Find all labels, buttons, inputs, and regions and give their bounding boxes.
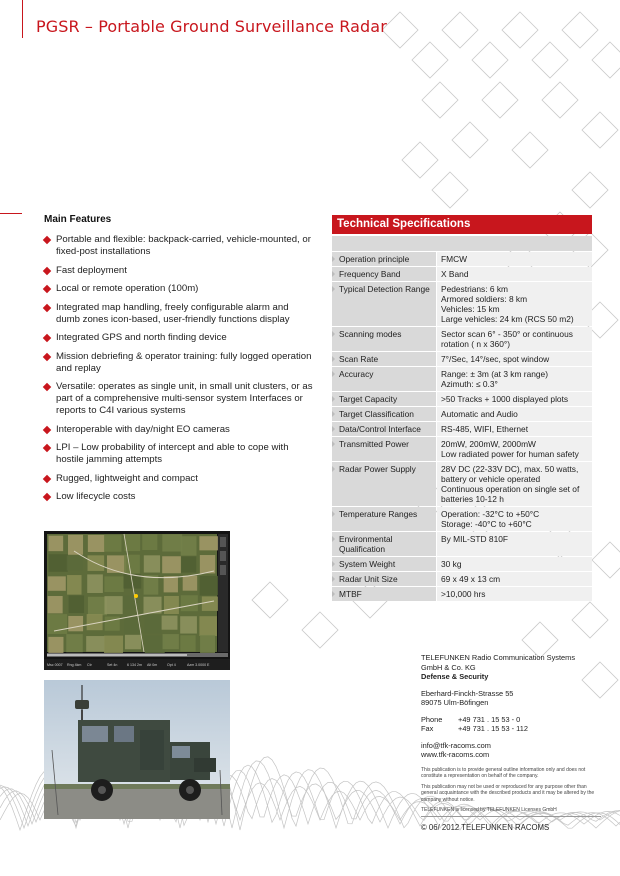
spec-label: Scanning modes [332, 327, 436, 351]
bullet-diamond-icon [43, 352, 51, 360]
page-title: PGSR – Portable Ground Surveillance Radar [36, 17, 387, 36]
bullet-diamond-icon [43, 266, 51, 274]
disclaimer-text-1: This publication is to provide general outline information only and does not constitute a representation on behalf of the company. [421, 766, 586, 779]
feature-text: Rugged, lightweight and compact [56, 472, 198, 484]
copyright-notice: © 06/ 2012 TELEFUNKEN RACOMS [421, 822, 550, 832]
spec-row [332, 367, 592, 391]
spec-value: Pedestrians: 6 km Armored soldiers: 8 km Vehicles: 15 km Large vehicles: 24 km (RCS 50 m2) [437, 282, 592, 326]
spec-row [332, 437, 592, 461]
feature-item [44, 265, 314, 277]
spec-value: FMCW [437, 252, 592, 266]
spec-value: 69 x 49 x 13 cm [437, 572, 592, 586]
fax-label: Fax [421, 724, 434, 733]
division-name: Defense & Security [421, 672, 489, 681]
feature-item [44, 473, 314, 485]
spec-value: By MIL-STD 810F [437, 532, 592, 556]
bullet-diamond-icon [43, 493, 51, 501]
map-status-text: Alt 0m [147, 663, 158, 667]
bullet-diamond-icon [43, 303, 51, 311]
feature-text: LPI – Low probability of intercept and able to cope with hostile jamming attempts [56, 442, 289, 465]
bullet-diamond-icon [43, 285, 51, 293]
feature-item [44, 491, 314, 503]
spec-value: Operation: -32°C to +50°C Storage: -40°C to +60°C [437, 507, 592, 531]
street-address: Eberhard-Finckh-Strasse 55 [421, 688, 514, 698]
feature-item [44, 302, 314, 326]
contact-block [421, 653, 601, 832]
feature-text: Portable and flexible: backpack-carried, vehicle-mounted, or fixed-post installations [56, 234, 311, 257]
spec-row [332, 267, 592, 281]
map-status-text: Azm 3.0000 [187, 663, 207, 667]
radar-vehicle-photo [44, 680, 230, 819]
feature-list [44, 234, 314, 503]
map-display-image [44, 531, 230, 670]
spec-label: Operation principle [332, 252, 436, 266]
feature-item [44, 424, 314, 436]
spec-row [332, 252, 592, 266]
spec-label: Environmental Qualification [332, 532, 436, 556]
spec-label: Temperature Ranges [332, 507, 436, 531]
spec-value: 28V DC (22-33V DC), max. 50 watts, battery or vehicle operated Continuous operation on single set of batteries 10-12 h [437, 462, 592, 506]
bullet-diamond-icon [43, 334, 51, 342]
spec-row [332, 557, 592, 571]
map-status-text: Set 4n [107, 663, 118, 667]
company-name: TELEFUNKEN Radio Communication Systems [421, 653, 576, 662]
spec-label: Scan Rate [332, 352, 436, 366]
map-status-text: Rng 4km [67, 663, 82, 667]
bullet-diamond-icon [43, 474, 51, 482]
main-features-heading: Main Features [44, 214, 112, 225]
feature-item [44, 234, 314, 258]
email-link[interactable]: info@tfk-racoms.com [421, 740, 491, 750]
feature-text: Mission debriefing & operator training: fully logged operation and replay [56, 350, 312, 374]
spec-label: Frequency Band [332, 267, 436, 281]
accent-vertical-line [22, 0, 23, 38]
spec-row [332, 407, 592, 421]
spec-label: Target Classification [332, 407, 436, 421]
feature-item [44, 381, 314, 417]
spec-label: Typical Detection Range [332, 282, 436, 326]
feature-text: Integrated map handling, freely configurable alarm and dumb zones icon-based, user-friendly functions display [56, 301, 290, 325]
feature-text: Versatile: operates as single unit, in small unit clusters, or as part of a comprehensive multi-sensor system Interfaces or reports to C4I various systems [56, 381, 313, 416]
spec-row [332, 282, 592, 326]
feature-item [44, 351, 314, 375]
spec-label: Data/Control Interface [332, 422, 436, 436]
feature-text: Integrated GPS and north finding device [56, 332, 227, 343]
feature-item [44, 442, 314, 466]
technical-specifications-table [332, 215, 592, 601]
spec-row [332, 462, 592, 506]
spec-value: 7°/Sec, 14°/sec, spot window [437, 352, 592, 366]
tech-specs-heading: Technical Specifications [332, 215, 592, 234]
feature-text: Interoperable with day/night EO cameras [56, 423, 230, 435]
spec-label: Radar Power Supply [332, 462, 436, 506]
table-spacer-row [332, 236, 592, 251]
bullet-diamond-icon [43, 236, 51, 244]
spec-row [332, 532, 592, 556]
feature-text: Local or remote operation (100m) [56, 283, 199, 294]
disclaimer-text-2: This publication may not be used or reproduced for any purpose other than general acquaintance with the described products and it may be altered by the company without notice. [421, 783, 595, 803]
spec-value: Sector scan 6° - 350° or continuous rotation ( n x 360°) [437, 327, 592, 351]
spec-value: >10,000 hrs [437, 587, 592, 601]
feature-text: Low lifecycle costs [56, 491, 136, 502]
company-name-line2: GmbH & Co. KG [421, 662, 476, 672]
bullet-diamond-icon [43, 383, 51, 391]
map-status-text: 6 134 2m [127, 663, 142, 667]
spec-value: RS-485, WIFI, Ethernet [437, 422, 592, 436]
phone-number: +49 731 . 15 53 - 0 [458, 714, 521, 724]
spec-label: System Weight [332, 557, 436, 571]
spec-row [332, 572, 592, 586]
feature-item [44, 283, 314, 295]
spec-label: Transmitted Power [332, 437, 436, 461]
website-link[interactable]: www.tfk-racoms.com [421, 750, 490, 759]
spec-value: >50 Tracks + 1000 displayed plots [437, 392, 592, 406]
spec-row [332, 587, 592, 601]
spec-label: Accuracy [332, 367, 436, 391]
main-features-section [44, 214, 314, 510]
spec-value: Range: ± 3m (at 3 km range) Azimuth: ≤ 0.3° [437, 367, 592, 391]
spec-row [332, 392, 592, 406]
spec-row [332, 422, 592, 436]
spec-row [332, 352, 592, 366]
city-address: 89075 Ulm-Böfingen [421, 698, 489, 707]
spec-label: Radar Unit Size [332, 572, 436, 586]
feature-text: Fast deployment [56, 264, 127, 276]
accent-horizontal-line [0, 213, 22, 214]
spec-label: MTBF [332, 587, 436, 601]
license-note: TELEFUNKEN is licensed by TELEFUNKEN Licenses GmbH [421, 807, 601, 817]
map-status-text: E [207, 663, 210, 667]
spec-value: X Band [437, 267, 592, 281]
spec-row [332, 507, 592, 531]
map-status-text: Opt 4 [167, 663, 176, 667]
map-status-text: Ctr [87, 663, 92, 667]
spec-value: Automatic and Audio [437, 407, 592, 421]
fax-number: +49 731 . 15 53 - 112 [458, 724, 528, 733]
spec-label: Target Capacity [332, 392, 436, 406]
map-status-text: Msc 0007 [47, 663, 63, 667]
bullet-diamond-icon [43, 444, 51, 452]
spec-row [332, 327, 592, 351]
spec-value: 20mW, 200mW, 2000mW Low radiated power for human safety [437, 437, 592, 461]
spec-value: 30 kg [437, 557, 592, 571]
phone-label: Phone [421, 714, 443, 724]
feature-item [44, 332, 314, 344]
bullet-diamond-icon [43, 425, 51, 433]
